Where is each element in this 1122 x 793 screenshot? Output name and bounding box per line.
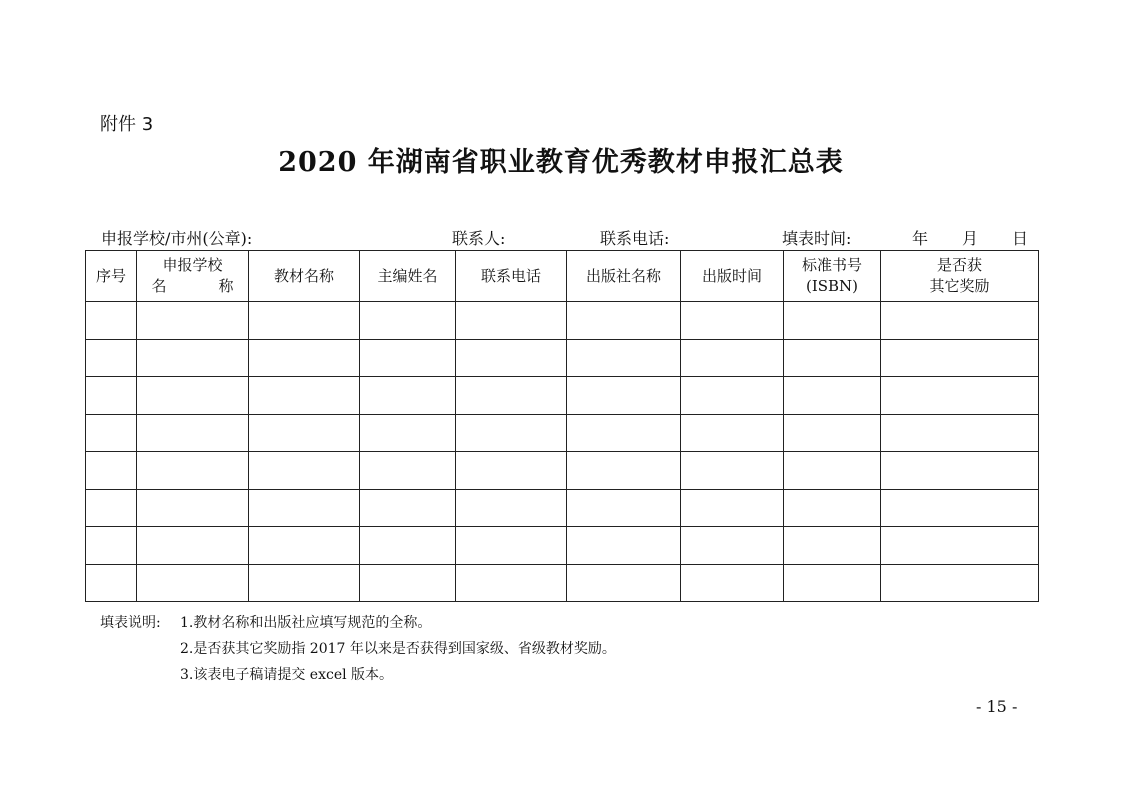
table-cell[interactable] [784,452,881,490]
table-cell[interactable] [681,527,784,565]
table-cell[interactable] [137,527,249,565]
header-school-name [137,251,249,302]
table-cell[interactable] [249,452,360,490]
table-cell[interactable] [784,302,881,340]
table-cell[interactable] [137,377,249,415]
table-cell[interactable] [784,377,881,415]
header-award-line2: 其它奖励 [929,277,990,295]
table-cell[interactable] [249,489,360,527]
table-cell[interactable] [137,489,249,527]
table-cell[interactable] [681,302,784,340]
table-cell[interactable] [681,564,784,602]
table-cell[interactable] [784,414,881,452]
note-item-3: 3.该表电子稿请提交 excel 版本。 [180,667,394,683]
table-cell[interactable] [681,489,784,527]
page-title: 2020 年湖南省职业教育优秀教材申报汇总表 [278,147,844,178]
table-row [86,339,1039,377]
table-row [86,527,1039,565]
table-cell[interactable] [456,339,567,377]
table-cell[interactable] [456,302,567,340]
page-number: - 15 - [976,697,1018,716]
header-isbn [784,251,881,302]
month-label: 月 [962,229,979,248]
fill-time-label: 填表时间: [782,229,852,248]
table-cell[interactable] [881,302,1039,340]
attachment-label: 附件 3 [100,114,154,135]
table-cell[interactable] [360,302,456,340]
table-cell[interactable] [881,452,1039,490]
school-field-label: 申报学校/市州(公章): [101,229,253,248]
table-cell[interactable] [456,527,567,565]
header-editor: 主编姓名 [360,251,456,302]
table-cell[interactable] [881,489,1039,527]
header-book-name: 教材名称 [249,251,360,302]
table-cell[interactable] [360,377,456,415]
table-cell[interactable] [360,527,456,565]
contact-field-label: 联系人: [452,229,506,248]
header-school-line1: 申报学校 [162,256,223,274]
table-cell[interactable] [881,377,1039,415]
table-cell[interactable] [249,564,360,602]
summary-table [85,250,1039,602]
table-cell[interactable] [86,302,137,340]
table-cell[interactable] [567,339,681,377]
table-cell[interactable] [249,339,360,377]
table-row [86,489,1039,527]
table-cell[interactable] [567,527,681,565]
table-cell[interactable] [86,339,137,377]
day-label: 日 [1012,229,1029,248]
table-cell[interactable] [881,339,1039,377]
table-cell[interactable] [86,452,137,490]
table-row [86,564,1039,602]
header-award [881,251,1039,302]
header-award-line1: 是否获 [936,256,982,274]
table-cell[interactable] [456,452,567,490]
table-cell[interactable] [567,489,681,527]
table-cell[interactable] [681,414,784,452]
table-cell[interactable] [86,564,137,602]
table-cell[interactable] [567,302,681,340]
table-row [86,452,1039,490]
table-cell[interactable] [456,377,567,415]
table-cell[interactable] [881,414,1039,452]
note-item-2: 2.是否获其它奖励指 2017 年以来是否获得到国家级、省级教材奖励。 [180,641,616,657]
note-item-1: 1.教材名称和出版社应填写规范的全称。 [180,615,432,631]
table-cell[interactable] [249,527,360,565]
table-cell[interactable] [881,527,1039,565]
notes-label: 填表说明: [100,615,161,631]
table-cell[interactable] [86,377,137,415]
table-cell[interactable] [249,377,360,415]
table-cell[interactable] [456,414,567,452]
year-label: 年 [912,229,929,248]
table-cell[interactable] [681,339,784,377]
table-cell[interactable] [456,489,567,527]
table-cell[interactable] [567,377,681,415]
table-cell[interactable] [784,489,881,527]
header-seq: 序号 [86,251,137,302]
table-row [86,414,1039,452]
table-cell[interactable] [137,452,249,490]
table-cell[interactable] [784,339,881,377]
phone-field-label: 联系电话: [600,229,670,248]
table-cell[interactable] [86,414,137,452]
table-cell[interactable] [784,527,881,565]
header-publisher: 出版社名称 [567,251,681,302]
date-fields [912,226,1028,249]
table-cell[interactable] [86,489,137,527]
table-cell[interactable] [137,302,249,340]
table-cell[interactable] [137,564,249,602]
table-cell[interactable] [137,339,249,377]
table-cell[interactable] [567,452,681,490]
table-cell[interactable] [249,414,360,452]
table-cell[interactable] [360,339,456,377]
header-phone: 联系电话 [456,251,567,302]
header-isbn-line2: (ISBN) [805,277,859,295]
table-header-row [86,251,1039,302]
table-row [86,302,1039,340]
table-cell[interactable] [681,452,784,490]
table-cell[interactable] [249,302,360,340]
table-cell[interactable] [86,527,137,565]
table-cell[interactable] [137,414,249,452]
table-cell[interactable] [360,564,456,602]
table-cell[interactable] [567,564,681,602]
table-cell[interactable] [456,564,567,602]
header-isbn-line1: 标准书号 [801,256,862,274]
table-cell[interactable] [360,489,456,527]
table-cell[interactable] [881,564,1039,602]
header-school-line2: 名 称 [151,277,234,295]
header-pub-date: 出版时间 [681,251,784,302]
table-cell[interactable] [360,452,456,490]
table-cell[interactable] [360,414,456,452]
table-cell[interactable] [681,377,784,415]
table-cell[interactable] [784,564,881,602]
table-cell[interactable] [567,414,681,452]
table-row [86,377,1039,415]
